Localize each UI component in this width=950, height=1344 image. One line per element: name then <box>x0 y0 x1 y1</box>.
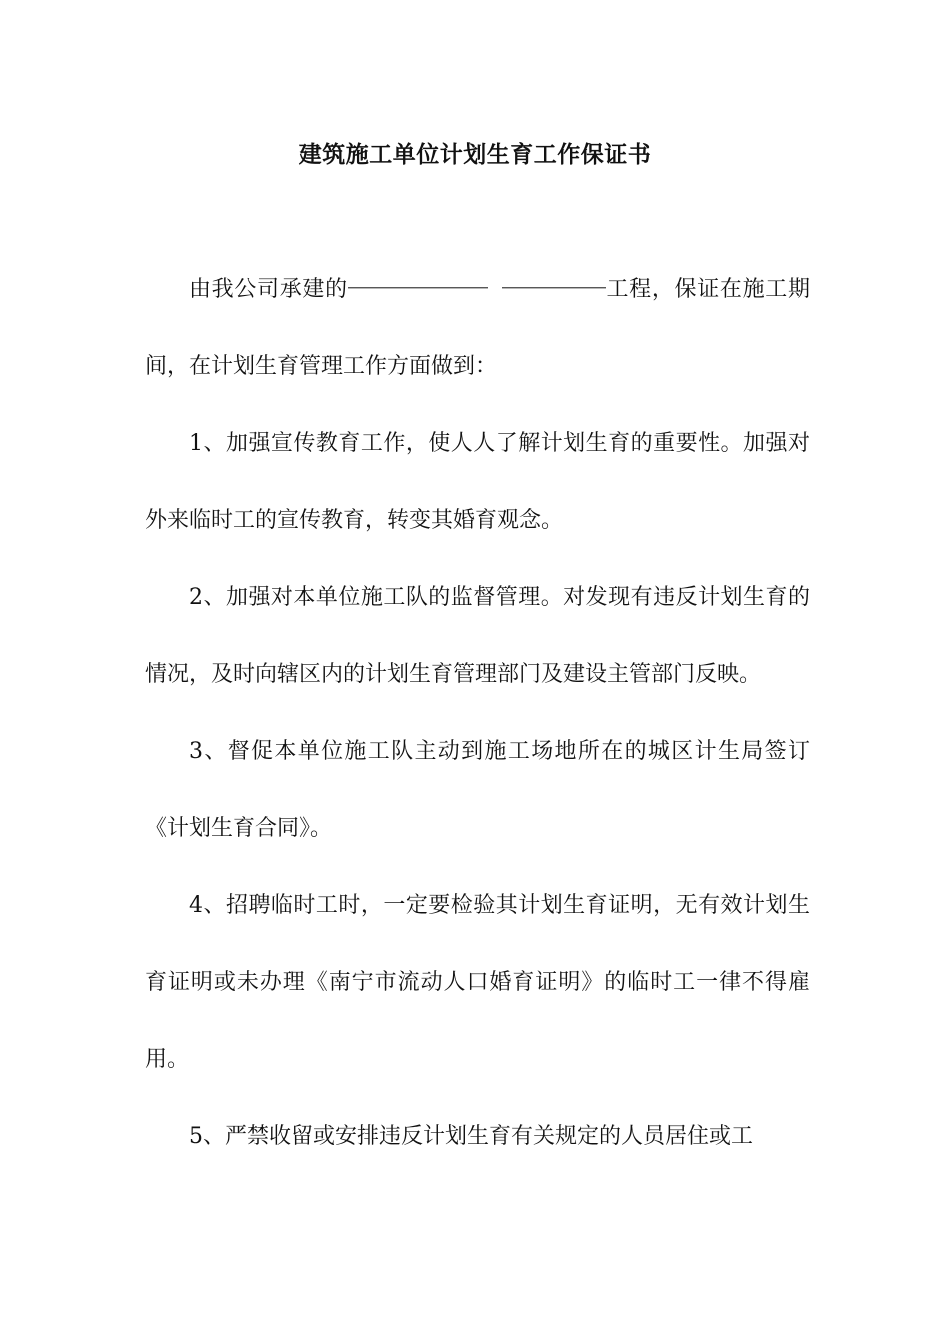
clause-item-4: 4、招聘临时工时，一定要检验其计划生育证明，无有效计划生育证明或未办理《南宁市流动人口婚育证明》的临时工一律不得雇用。 <box>145 893 810 1072</box>
intro-paragraph <box>145 251 810 405</box>
clause-item-5: 5、严禁收留或安排违反计划生育有关规定的人员居住或工 <box>189 1124 753 1149</box>
project-name-blank-1 <box>348 263 488 288</box>
document-title: 建筑施工单位计划生育工作保证书 <box>298 141 652 168</box>
clause-item-3: 3、督促本单位施工队主动到施工场地所在的城区计生局签订《计划生育合同》。 <box>145 739 810 841</box>
intro-text-before-blank: 由我公司承建的 <box>189 277 348 302</box>
intro-text-after-blank: 工程，保证在施工期间，在计划生育管理工作方面做到： <box>145 277 810 379</box>
clause-item-2: 2、加强对本单位施工队的监督管理。对发现有违反计划生育的情况，及时向辖区内的计划生育管理部门及建设主管部门反映。 <box>145 585 810 687</box>
clause-item-1: 1、加强宣传教育工作，使人人了解计划生育的重要性。加强对外来临时工的宣传教育，转变其婚育观念。 <box>145 431 810 533</box>
document-body <box>145 251 810 1175</box>
project-name-blank-2 <box>502 263 606 288</box>
